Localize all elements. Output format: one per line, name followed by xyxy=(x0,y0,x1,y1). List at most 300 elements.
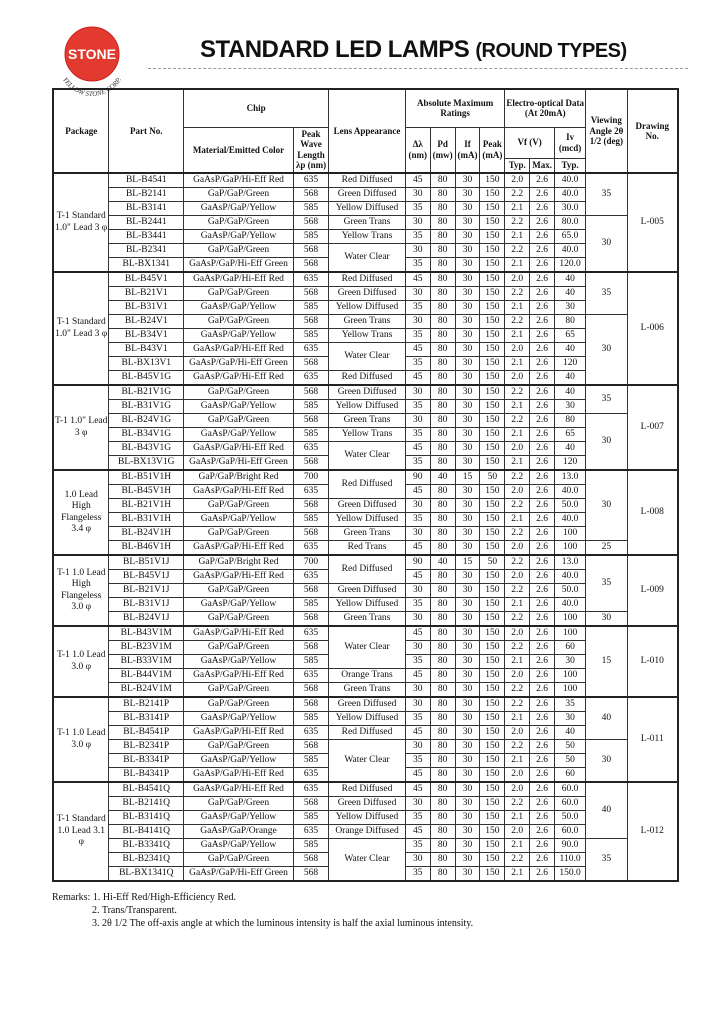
cell-material: GaP/GaP/Green xyxy=(184,287,294,301)
cell-material: GaAsP/GaP/Yellow xyxy=(184,712,294,726)
cell-pd: 80 xyxy=(430,825,455,839)
remark-1: Remarks: 1. Hi-Eff Red/High-Efficiency Red. xyxy=(52,892,237,903)
cell-viewing-angle: 30 xyxy=(586,740,627,783)
cell-if: 30 xyxy=(455,442,480,456)
cell-delta-lambda: 45 xyxy=(405,173,430,188)
cell-pd: 80 xyxy=(430,216,455,230)
cell-if: 30 xyxy=(455,626,480,641)
cell-vf-max: 2.6 xyxy=(530,811,555,825)
stone-logo xyxy=(50,22,134,96)
cell-vf-max: 2.6 xyxy=(530,456,555,471)
cell-if: 30 xyxy=(455,456,480,471)
cell-peak-current: 150 xyxy=(480,513,505,527)
cell-vf-typ: 2.0 xyxy=(505,768,530,783)
cell-vf-max: 2.6 xyxy=(530,555,555,570)
table-row xyxy=(53,598,678,612)
cell-vf-max: 2.6 xyxy=(530,173,555,188)
remark-2: 2. Trans/Transparent. xyxy=(92,905,177,916)
cell-lens: Yellow Diffused xyxy=(329,811,406,825)
cell-part-no: BL-B45V1J xyxy=(109,570,184,584)
cell-lens: Yellow Trans xyxy=(329,230,406,244)
cell-vf-max: 2.6 xyxy=(530,428,555,442)
cell-package: T-1 Standard 1.0" Lead 3 φ xyxy=(53,173,109,272)
cell-material: GaP/GaP/Green xyxy=(184,697,294,712)
cell-pd: 80 xyxy=(430,712,455,726)
cell-peak-wavelength: 568 xyxy=(293,216,328,230)
cell-delta-lambda: 30 xyxy=(405,216,430,230)
cell-peak-wavelength: 585 xyxy=(293,301,328,315)
cell-pd: 80 xyxy=(430,867,455,882)
cell-delta-lambda: 30 xyxy=(405,385,430,400)
cell-lens: Green Trans xyxy=(329,216,406,230)
cell-delta-lambda: 30 xyxy=(405,797,430,811)
cell-peak-current: 150 xyxy=(480,782,505,797)
cell-peak-current: 150 xyxy=(480,442,505,456)
cell-material: GaP/GaP/Green xyxy=(184,188,294,202)
cell-material: GaAsP/GaP/Hi-Eff Green xyxy=(184,258,294,273)
cell-peak-current: 150 xyxy=(480,216,505,230)
cell-iv-typ: 30 xyxy=(555,712,586,726)
table-row xyxy=(53,612,678,627)
cell-part-no: BL-B23V1M xyxy=(109,641,184,655)
cell-vf-typ: 2.2 xyxy=(505,584,530,598)
cell-vf-typ: 2.2 xyxy=(505,641,530,655)
cell-material: GaAsP/GaP/Hi-Eff Red xyxy=(184,768,294,783)
cell-material: GaAsP/GaP/Hi-Eff Red xyxy=(184,782,294,797)
cell-if: 30 xyxy=(455,272,480,287)
cell-material: GaAsP/GaP/Yellow xyxy=(184,230,294,244)
cell-delta-lambda: 35 xyxy=(405,230,430,244)
th-lens: Lens Appearance xyxy=(329,89,406,173)
cell-if: 30 xyxy=(455,202,480,216)
cell-if: 30 xyxy=(455,811,480,825)
cell-peak-wavelength: 585 xyxy=(293,839,328,853)
cell-iv-typ: 40.0 xyxy=(555,188,586,202)
cell-pd: 80 xyxy=(430,740,455,754)
cell-iv-typ: 40.0 xyxy=(555,485,586,499)
cell-lens: Red Diffused xyxy=(329,726,406,740)
cell-if: 30 xyxy=(455,400,480,414)
cell-part-no: BL-B31V1J xyxy=(109,598,184,612)
cell-vf-typ: 2.2 xyxy=(505,683,530,698)
cell-vf-max: 2.6 xyxy=(530,740,555,754)
cell-iv-typ: 80 xyxy=(555,414,586,428)
cell-peak-wavelength: 568 xyxy=(293,456,328,471)
cell-vf-typ: 2.1 xyxy=(505,258,530,273)
cell-if: 30 xyxy=(455,230,480,244)
cell-material: GaAsP/GaP/Yellow xyxy=(184,754,294,768)
cell-material: GaAsP/GaP/Hi-Eff Red xyxy=(184,626,294,641)
cell-pd: 80 xyxy=(430,428,455,442)
cell-iv-typ: 40.0 xyxy=(555,513,586,527)
cell-pd: 80 xyxy=(430,726,455,740)
cell-delta-lambda: 45 xyxy=(405,570,430,584)
cell-lens: Green Diffused xyxy=(329,188,406,202)
cell-vf-typ: 2.1 xyxy=(505,754,530,768)
table-row xyxy=(53,173,678,188)
title-sub: (ROUND TYPES) xyxy=(475,40,627,62)
cell-pd: 80 xyxy=(430,371,455,386)
cell-vf-max: 2.6 xyxy=(530,754,555,768)
cell-if: 30 xyxy=(455,527,480,541)
cell-peak-wavelength: 635 xyxy=(293,272,328,287)
cell-peak-current: 150 xyxy=(480,867,505,882)
cell-material: GaAsP/GaP/Yellow xyxy=(184,655,294,669)
cell-vf-max: 2.6 xyxy=(530,726,555,740)
cell-peak-wavelength: 635 xyxy=(293,669,328,683)
table-header xyxy=(53,89,678,173)
cell-delta-lambda: 35 xyxy=(405,357,430,371)
cell-material: GaAsP/GaP/Hi-Eff Red xyxy=(184,570,294,584)
cell-vf-max: 2.6 xyxy=(530,541,555,556)
cell-if: 30 xyxy=(455,782,480,797)
cell-material: GaAsP/GaP/Hi-Eff Green xyxy=(184,867,294,882)
cell-part-no: BL-B4341P xyxy=(109,768,184,783)
cell-delta-lambda: 45 xyxy=(405,726,430,740)
table-row xyxy=(53,669,678,683)
cell-peak-wavelength: 568 xyxy=(293,797,328,811)
cell-material: GaAsP/GaP/Yellow xyxy=(184,811,294,825)
table-row xyxy=(53,287,678,301)
cell-vf-typ: 2.0 xyxy=(505,825,530,839)
cell-iv-typ: 90.0 xyxy=(555,839,586,853)
cell-peak-wavelength: 635 xyxy=(293,782,328,797)
cell-peak-current: 150 xyxy=(480,825,505,839)
cell-vf-typ: 2.0 xyxy=(505,669,530,683)
cell-delta-lambda: 30 xyxy=(405,499,430,513)
cell-vf-max: 2.6 xyxy=(530,244,555,258)
cell-vf-typ: 2.2 xyxy=(505,315,530,329)
cell-delta-lambda: 30 xyxy=(405,683,430,698)
cell-pd: 80 xyxy=(430,173,455,188)
cell-vf-typ: 2.1 xyxy=(505,357,530,371)
cell-drawing-no: L-012 xyxy=(627,782,678,881)
cell-delta-lambda: 45 xyxy=(405,442,430,456)
cell-if: 30 xyxy=(455,541,480,556)
cell-peak-current: 150 xyxy=(480,301,505,315)
cell-iv-typ: 50.0 xyxy=(555,499,586,513)
cell-viewing-angle: 35 xyxy=(586,839,627,882)
logo-ring-text: YELLOW STONE CORP. xyxy=(60,75,124,96)
cell-vf-typ: 2.2 xyxy=(505,385,530,400)
cell-peak-current: 150 xyxy=(480,485,505,499)
cell-vf-typ: 2.0 xyxy=(505,485,530,499)
cell-iv-typ: 100 xyxy=(555,541,586,556)
cell-pd: 80 xyxy=(430,641,455,655)
cell-part-no: BL-B2141 xyxy=(109,188,184,202)
cell-viewing-angle: 35 xyxy=(586,272,627,315)
cell-if: 30 xyxy=(455,867,480,882)
cell-drawing-no: L-005 xyxy=(627,173,678,272)
cell-if: 30 xyxy=(455,287,480,301)
cell-package: T-1 Standard 1.0 Lead 3.1 φ xyxy=(53,782,109,881)
table-row xyxy=(53,697,678,712)
led-spec-table xyxy=(52,88,679,882)
cell-pd: 80 xyxy=(430,598,455,612)
cell-if: 30 xyxy=(455,188,480,202)
cell-delta-lambda: 35 xyxy=(405,712,430,726)
cell-vf-max: 2.6 xyxy=(530,513,555,527)
cell-part-no: BL-BX13V1G xyxy=(109,456,184,471)
cell-peak-wavelength: 568 xyxy=(293,697,328,712)
table-row xyxy=(53,513,678,527)
cell-part-no: BL-B34V1G xyxy=(109,428,184,442)
th-abs-max: Absolute Maximum Ratings xyxy=(405,89,504,127)
cell-vf-typ: 2.1 xyxy=(505,301,530,315)
cell-vf-max: 2.6 xyxy=(530,371,555,386)
cell-lens: Red Diffused xyxy=(329,371,406,386)
cell-vf-max: 2.6 xyxy=(530,669,555,683)
cell-peak-wavelength: 568 xyxy=(293,853,328,867)
cell-peak-wavelength: 635 xyxy=(293,541,328,556)
cell-if: 30 xyxy=(455,754,480,768)
th-iv-typ: Typ. xyxy=(555,158,586,173)
cell-vf-max: 2.6 xyxy=(530,626,555,641)
cell-drawing-no: L-010 xyxy=(627,626,678,697)
cell-iv-typ: 13.0 xyxy=(555,555,586,570)
table-row xyxy=(53,527,678,541)
cell-iv-typ: 100 xyxy=(555,669,586,683)
cell-vf-max: 2.6 xyxy=(530,598,555,612)
cell-delta-lambda: 30 xyxy=(405,697,430,712)
cell-pd: 80 xyxy=(430,385,455,400)
cell-lens: Water Clear xyxy=(329,839,406,882)
cell-lens: Red Diffused xyxy=(329,272,406,287)
cell-material: GaP/GaP/Green xyxy=(184,853,294,867)
table-row xyxy=(53,371,678,386)
cell-if: 30 xyxy=(455,797,480,811)
cell-peak-wavelength: 585 xyxy=(293,598,328,612)
cell-part-no: BL-B4541P xyxy=(109,726,184,740)
cell-peak-wavelength: 585 xyxy=(293,202,328,216)
cell-pd: 80 xyxy=(430,301,455,315)
cell-material: GaAsP/GaP/Hi-Eff Red xyxy=(184,371,294,386)
cell-part-no: BL-B43V1 xyxy=(109,343,184,357)
cell-lens: Red Diffused xyxy=(329,470,406,499)
cell-peak-current: 150 xyxy=(480,570,505,584)
table-row xyxy=(53,726,678,740)
cell-drawing-no: L-006 xyxy=(627,272,678,385)
cell-iv-typ: 100 xyxy=(555,612,586,627)
cell-lens: Yellow Diffused xyxy=(329,598,406,612)
cell-pd: 80 xyxy=(430,499,455,513)
cell-vf-typ: 2.2 xyxy=(505,216,530,230)
cell-lens: Water Clear xyxy=(329,442,406,471)
cell-part-no: BL-BX13V1 xyxy=(109,357,184,371)
cell-vf-max: 2.6 xyxy=(530,470,555,485)
cell-lens: Red Diffused xyxy=(329,555,406,584)
cell-part-no: BL-B3341Q xyxy=(109,839,184,853)
cell-delta-lambda: 30 xyxy=(405,244,430,258)
cell-pd: 80 xyxy=(430,811,455,825)
th-if: If (mA) xyxy=(455,127,480,173)
cell-peak-wavelength: 568 xyxy=(293,244,328,258)
table-row xyxy=(53,683,678,698)
cell-vf-typ: 2.1 xyxy=(505,839,530,853)
cell-iv-typ: 40.0 xyxy=(555,173,586,188)
cell-if: 30 xyxy=(455,598,480,612)
cell-vf-typ: 2.2 xyxy=(505,612,530,627)
cell-material: GaAsP/GaP/Hi-Eff Green xyxy=(184,456,294,471)
cell-if: 30 xyxy=(455,499,480,513)
cell-iv-typ: 30 xyxy=(555,655,586,669)
cell-delta-lambda: 30 xyxy=(405,527,430,541)
cell-vf-max: 2.6 xyxy=(530,683,555,698)
cell-vf-typ: 2.1 xyxy=(505,513,530,527)
cell-delta-lambda: 30 xyxy=(405,315,430,329)
cell-lens: Green Diffused xyxy=(329,797,406,811)
cell-package: T-1 1.0 Lead 3.0 φ xyxy=(53,626,109,697)
cell-pd: 80 xyxy=(430,442,455,456)
table-row xyxy=(53,329,678,343)
cell-peak-wavelength: 568 xyxy=(293,612,328,627)
cell-iv-typ: 60.0 xyxy=(555,797,586,811)
th-vf: Vf (V) xyxy=(505,127,555,158)
cell-iv-typ: 13.0 xyxy=(555,470,586,485)
cell-iv-typ: 50 xyxy=(555,740,586,754)
cell-iv-typ: 40.0 xyxy=(555,244,586,258)
cell-if: 30 xyxy=(455,655,480,669)
cell-peak-current: 150 xyxy=(480,385,505,400)
cell-pd: 80 xyxy=(430,258,455,273)
cell-vf-typ: 2.0 xyxy=(505,272,530,287)
cell-if: 30 xyxy=(455,740,480,754)
cell-pd: 80 xyxy=(430,244,455,258)
cell-iv-typ: 100 xyxy=(555,683,586,698)
cell-drawing-no: L-008 xyxy=(627,470,678,555)
cell-peak-current: 150 xyxy=(480,669,505,683)
table-row xyxy=(53,343,678,357)
cell-vf-max: 2.6 xyxy=(530,712,555,726)
cell-peak-current: 150 xyxy=(480,371,505,386)
cell-peak-current: 150 xyxy=(480,414,505,428)
cell-pd: 80 xyxy=(430,655,455,669)
cell-peak-current: 50 xyxy=(480,470,505,485)
cell-lens: Water Clear xyxy=(329,626,406,669)
table-row xyxy=(53,442,678,456)
cell-delta-lambda: 30 xyxy=(405,853,430,867)
cell-pd: 80 xyxy=(430,414,455,428)
table-row xyxy=(53,797,678,811)
table-row xyxy=(53,230,678,244)
table-row xyxy=(53,188,678,202)
cell-peak-current: 150 xyxy=(480,527,505,541)
cell-part-no: BL-B2141Q xyxy=(109,797,184,811)
cell-peak-current: 150 xyxy=(480,315,505,329)
title-main: STANDARD LED LAMPS xyxy=(200,36,470,63)
cell-peak-wavelength: 635 xyxy=(293,343,328,357)
table-row xyxy=(53,541,678,556)
table-row xyxy=(53,811,678,825)
cell-vf-typ: 2.0 xyxy=(505,371,530,386)
cell-lens: Red Diffused xyxy=(329,782,406,797)
cell-vf-typ: 2.0 xyxy=(505,726,530,740)
cell-viewing-angle: 40 xyxy=(586,782,627,839)
cell-vf-typ: 2.1 xyxy=(505,428,530,442)
cell-part-no: BL-B44V1M xyxy=(109,669,184,683)
cell-peak-wavelength: 568 xyxy=(293,584,328,598)
th-viewing-angle: Viewing Angle 2θ 1/2 (deg) xyxy=(586,89,627,173)
cell-vf-max: 2.6 xyxy=(530,188,555,202)
cell-vf-typ: 2.1 xyxy=(505,230,530,244)
cell-peak-current: 150 xyxy=(480,839,505,853)
cell-if: 15 xyxy=(455,470,480,485)
cell-peak-current: 150 xyxy=(480,754,505,768)
cell-vf-max: 2.6 xyxy=(530,216,555,230)
cell-part-no: BL-B45V1H xyxy=(109,485,184,499)
cell-part-no: BL-B24V1 xyxy=(109,315,184,329)
cell-vf-max: 2.6 xyxy=(530,357,555,371)
cell-peak-current: 150 xyxy=(480,797,505,811)
cell-part-no: BL-B24V1J xyxy=(109,612,184,627)
cell-peak-wavelength: 700 xyxy=(293,555,328,570)
cell-part-no: BL-B2341P xyxy=(109,740,184,754)
cell-peak-wavelength: 568 xyxy=(293,357,328,371)
cell-peak-wavelength: 585 xyxy=(293,428,328,442)
cell-part-no: BL-B24V1H xyxy=(109,527,184,541)
cell-viewing-angle: 40 xyxy=(586,697,627,740)
cell-iv-typ: 60 xyxy=(555,768,586,783)
cell-lens: Green Trans xyxy=(329,414,406,428)
cell-iv-typ: 40 xyxy=(555,726,586,740)
cell-iv-typ: 30 xyxy=(555,301,586,315)
cell-iv-typ: 65.0 xyxy=(555,230,586,244)
cell-delta-lambda: 45 xyxy=(405,343,430,357)
cell-pd: 80 xyxy=(430,839,455,853)
cell-peak-current: 150 xyxy=(480,188,505,202)
cell-vf-max: 2.6 xyxy=(530,782,555,797)
cell-part-no: BL-B24V1M xyxy=(109,683,184,698)
cell-vf-max: 2.6 xyxy=(530,400,555,414)
table-row xyxy=(53,555,678,570)
cell-if: 30 xyxy=(455,414,480,428)
cell-peak-wavelength: 568 xyxy=(293,188,328,202)
cell-vf-typ: 2.0 xyxy=(505,343,530,357)
cell-if: 30 xyxy=(455,428,480,442)
table-body xyxy=(53,173,678,881)
cell-vf-max: 2.6 xyxy=(530,272,555,287)
cell-iv-typ: 80 xyxy=(555,315,586,329)
cell-vf-max: 2.6 xyxy=(530,485,555,499)
cell-peak-wavelength: 568 xyxy=(293,740,328,754)
cell-part-no: BL-B21V1G xyxy=(109,385,184,400)
cell-delta-lambda: 30 xyxy=(405,740,430,754)
cell-peak-wavelength: 635 xyxy=(293,371,328,386)
cell-viewing-angle: 30 xyxy=(586,612,627,627)
cell-delta-lambda: 35 xyxy=(405,811,430,825)
cell-part-no: BL-B3141 xyxy=(109,202,184,216)
cell-part-no: BL-B21V1 xyxy=(109,287,184,301)
cell-part-no: BL-B2141P xyxy=(109,697,184,712)
cell-peak-current: 150 xyxy=(480,726,505,740)
cell-lens: Green Diffused xyxy=(329,287,406,301)
cell-if: 30 xyxy=(455,173,480,188)
cell-delta-lambda: 35 xyxy=(405,400,430,414)
cell-lens: Green Diffused xyxy=(329,697,406,712)
cell-delta-lambda: 45 xyxy=(405,371,430,386)
cell-iv-typ: 40 xyxy=(555,343,586,357)
cell-delta-lambda: 35 xyxy=(405,301,430,315)
cell-delta-lambda: 30 xyxy=(405,414,430,428)
cell-iv-typ: 65 xyxy=(555,329,586,343)
cell-vf-max: 2.6 xyxy=(530,612,555,627)
cell-part-no: BL-B34V1 xyxy=(109,329,184,343)
cell-peak-wavelength: 635 xyxy=(293,570,328,584)
cell-part-no: BL-BX1341 xyxy=(109,258,184,273)
cell-lens: Green Trans xyxy=(329,527,406,541)
cell-iv-typ: 50.0 xyxy=(555,811,586,825)
cell-lens: Orange Diffused xyxy=(329,825,406,839)
